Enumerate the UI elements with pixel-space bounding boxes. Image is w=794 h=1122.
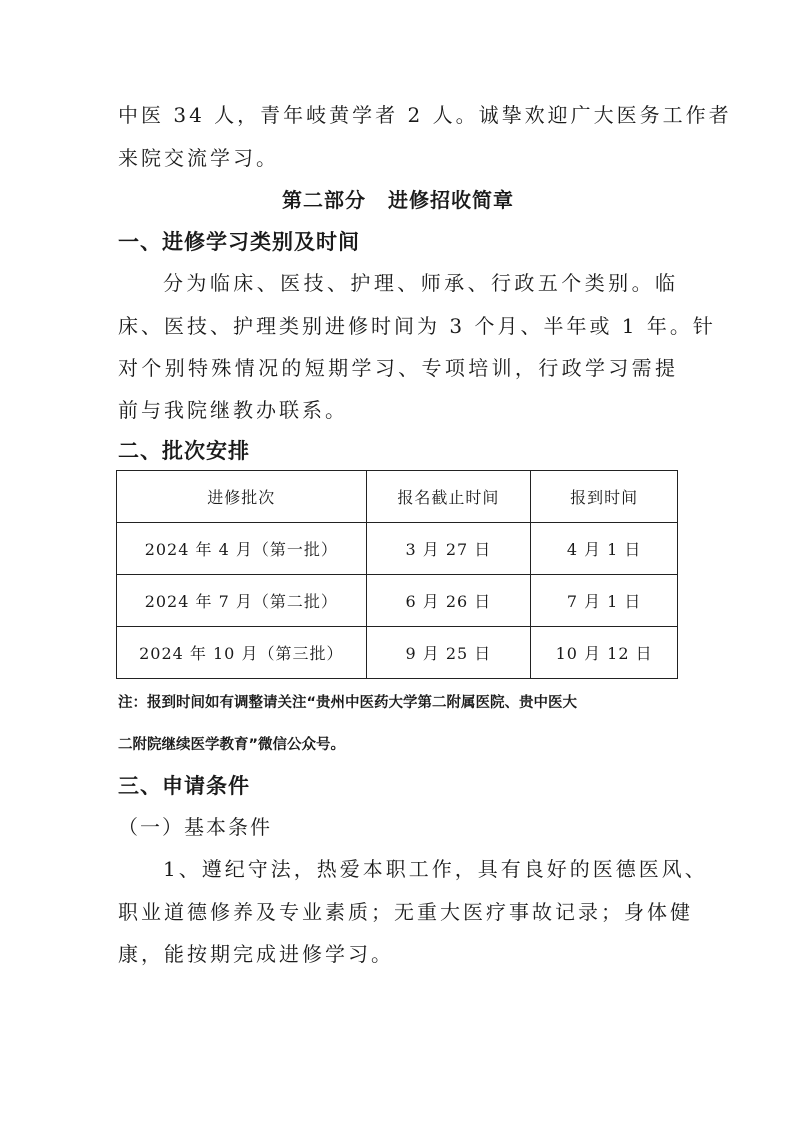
part-name: 进修招收简章: [388, 188, 514, 212]
cell-report-date: 10 月 12 日: [531, 627, 678, 679]
section1-heading: 一、进修学习类别及时间: [118, 230, 360, 254]
note-line-2: 二附院继续医学教育”微信公众号。: [118, 737, 346, 753]
cell-deadline: 3 月 27 日: [366, 523, 531, 575]
cell-report-date: 7 月 1 日: [531, 575, 678, 627]
section3-line-3: 康，能按期完成进修学习。: [118, 942, 394, 966]
cell-report-date: 4 月 1 日: [531, 523, 678, 575]
cell-deadline: 6 月 26 日: [366, 575, 531, 627]
table-header-row: [117, 471, 678, 523]
cell-batch: 2024 年 10 月（第三批）: [117, 627, 367, 679]
part-number: 第二部分: [282, 188, 366, 212]
section2-heading: 二、批次安排: [118, 439, 250, 463]
intro-line-2: 来院交流学习。: [118, 146, 279, 170]
part-title: [118, 187, 678, 213]
header-deadline: 报名截止时间: [366, 471, 531, 523]
section3-subheading: （一）基本条件: [118, 815, 272, 839]
table-row: [117, 627, 678, 679]
section1-line-1: 分为临床、医技、护理、师承、行政五个类别。临: [163, 271, 678, 295]
section1-line-2: 床、医技、护理类别进修时间为 3 个月、半年或 1 年。针: [118, 314, 716, 338]
cell-batch: 2024 年 4 月（第一批）: [117, 523, 367, 575]
cell-deadline: 9 月 25 日: [366, 627, 531, 679]
section3-line-1: 1、遵纪守法，热爱本职工作，具有良好的医德医风、: [163, 857, 708, 881]
section1-line-3: 对个别特殊情况的短期学习、专项培训，行政学习需提: [118, 356, 678, 380]
section3-heading: 三、申请条件: [118, 774, 250, 798]
intro-line-1: 中医 34 人，青年岐黄学者 2 人。诚挚欢迎广大医务工作者: [118, 103, 732, 127]
cell-batch: 2024 年 7 月（第二批）: [117, 575, 367, 627]
note-line-1: 注：报到时间如有调整请关注“贵州中医药大学第二附属医院、贵中医大: [118, 695, 578, 711]
section3-line-2: 职业道德修养及专业素质；无重大医疗事故记录；身体健: [118, 900, 693, 924]
header-report-date: 报到时间: [531, 471, 678, 523]
table-row: [117, 523, 678, 575]
table-row: [117, 575, 678, 627]
header-batch: 进修批次: [117, 471, 367, 523]
section1-line-4: 前与我院继教办联系。: [118, 398, 348, 422]
batch-schedule-table: [116, 470, 678, 679]
